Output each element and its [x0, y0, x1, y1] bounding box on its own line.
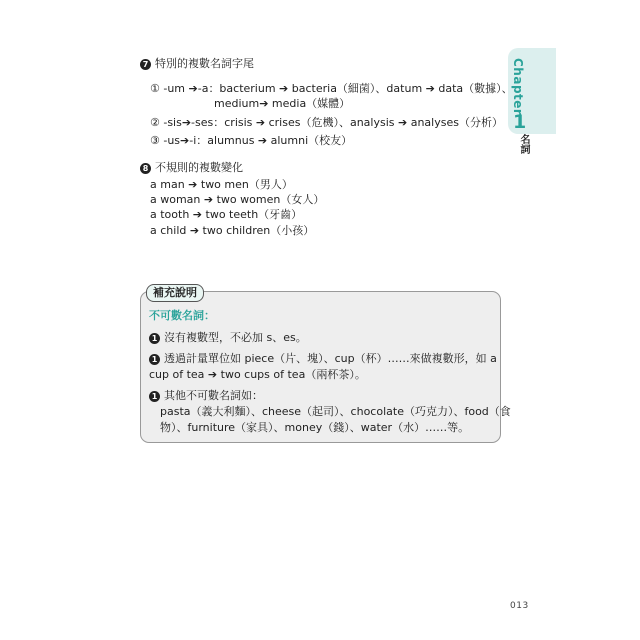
- note-item-1-text: 沒有複數型，不必加 s、es。: [164, 331, 307, 344]
- rule8-item-4: a child ➔ two children（小孩）: [150, 224, 315, 237]
- note-box-subtitle: 不可數名詞：: [149, 309, 215, 322]
- note-item-2: [149, 352, 497, 366]
- note-item-2-marker: 1: [149, 354, 160, 365]
- chapter-tab-number: 1: [513, 111, 527, 133]
- note-item-3-marker: 1: [149, 391, 160, 402]
- note-item-2-text-1: 透過計量單位如 piece（片、塊）、cup（杯）……來做複數形，如 a: [164, 352, 497, 365]
- rule7-item-1-cont: medium➔ media（媒體）: [214, 97, 351, 110]
- note-item-3-text-1: 其他不可數名詞如：: [164, 389, 263, 402]
- rule8-item-3: a tooth ➔ two teeth（牙齒）: [150, 208, 303, 221]
- note-item-2-text-2: cup of tea ➔ two cups of tea（兩杯茶）。: [149, 368, 366, 381]
- note-item-1: [149, 331, 307, 345]
- rule7-title: 特別的複數名詞字尾: [155, 57, 254, 70]
- rule8-item-2: a woman ➔ two women（女人）: [150, 193, 325, 206]
- rule8-heading: [140, 161, 243, 175]
- rule7-item-2: ② -sis➔-ses：crisis ➔ crises（危機）、analysis ➔ analyses（分析）: [150, 116, 503, 129]
- rule7-marker: 7: [140, 59, 151, 70]
- rule7-heading: [140, 57, 254, 71]
- rule8-title: 不規則的複數變化: [155, 161, 243, 174]
- rule7-item-3: ③ -us➔-i：alumnus ➔ alumni（校友）: [150, 134, 353, 147]
- rule8-marker: 8: [140, 163, 151, 174]
- note-box-title: 補充說明: [146, 284, 204, 302]
- rule8-item-1: a man ➔ two men（男人）: [150, 178, 293, 191]
- page-number: 013: [510, 601, 529, 611]
- note-item-3: [149, 389, 263, 403]
- note-item-3-text-3: 物）、furniture（家具）、money（錢）、water（水）……等。: [160, 421, 470, 434]
- note-item-3-text-2: pasta（義大利麵）、cheese（起司）、chocolate（巧克力）、food（食: [160, 405, 511, 418]
- chapter-tab-label: Chapter: [511, 58, 525, 116]
- note-item-1-marker: 1: [149, 333, 160, 344]
- rule7-item-1: ① -um ➔-a：bacterium ➔ bacteria（細菌）、datum ➔ data（數據）、: [150, 82, 513, 95]
- chapter-tab-section: 名詞: [518, 134, 529, 154]
